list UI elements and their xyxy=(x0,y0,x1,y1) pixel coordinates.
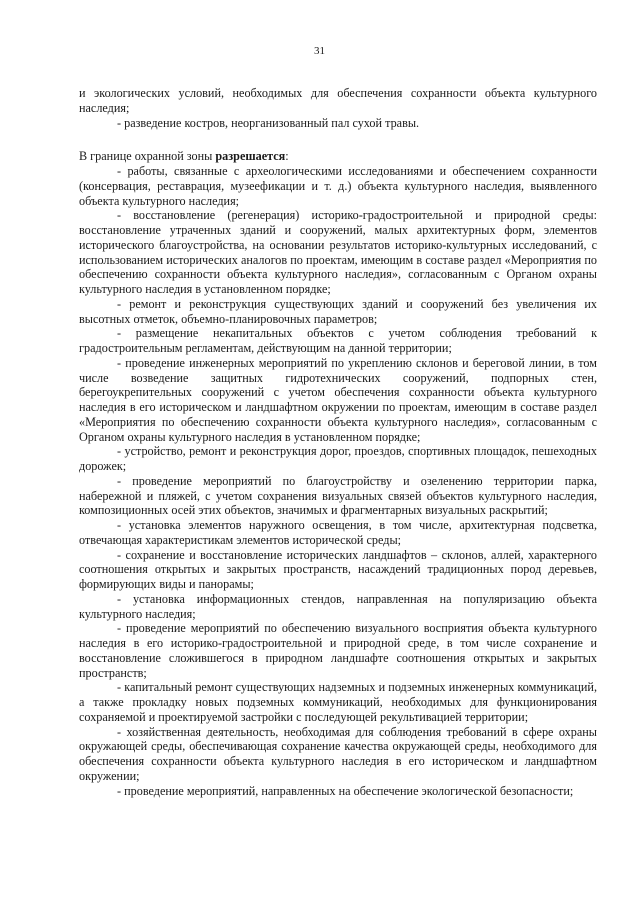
section-heading-lead: В границе охранной зоны xyxy=(79,149,216,164)
permitted-item: - ремонт и реконструкция существующих зданий и сооружений без увеличения их высотных отметок, объемно-планировочных параметров; xyxy=(79,296,597,326)
permitted-item: - проведение инженерных мероприятий по укреплению склонов и береговой линии, в том числе возведение защитных гидротехнических сооружений, подпорных стен, берегоукрепительных сооружений с учетом обеспечения сохранности объекта культурного наследия в его историческом и ландшафтном окружении по проектам, имеющим в составе раздел «Мероприятия по обеспечению сохранности объекта культурного наследия», согласованным с Органом охраны культурного наследия в установленном порядке; xyxy=(79,355,597,444)
document-body xyxy=(79,86,597,798)
section-heading-tail: : xyxy=(285,149,289,164)
permitted-item: - капитальный ремонт существующих надземных и подземных инженерных коммуникаций, а также прокладку новых подземных коммуникаций, необходимых для функционирования сохраняемой и проектируемой застройки с последующей рекультивацией территории; xyxy=(79,680,597,724)
permitted-item: - установка элементов наружного освещения, в том числе, архитектурная подсветка, отвечающая характеристикам элементов исторической среды; xyxy=(79,518,597,547)
permitted-item: - устройство, ремонт и реконструкция дорог, проездов, спортивных площадок, пешеходных дорожек; xyxy=(79,444,597,473)
permitted-item: - размещение некапитальных объектов с учетом соблюдения требований к градостроительным регламентам, действующим на данной территории; xyxy=(79,326,597,355)
permitted-item: - установка информационных стендов, направленная на популяризацию объекта культурного наследия; xyxy=(79,591,597,621)
permitted-item: - проведение мероприятий, направленных на обеспечение экологической безопасности; xyxy=(117,783,574,798)
continuation-paragraph: и экологических условий, необходимых для обеспечения сохранности объекта культурного наследия; xyxy=(79,86,597,115)
permitted-item: - проведение мероприятий по обеспечению визуального восприятия объекта культурного наследия в его историко-градостроительной и природной среде, в том числе сохранение и восстановление сложившегося в природном ландшафте соотношения открытых и закрытых пространств; xyxy=(79,621,597,680)
page-number: 31 xyxy=(314,45,325,57)
permitted-item: - работы, связанные с археологическими исследованиями и обеспечением сохранности (консервация, реставрация, музеефикации и т. д.) объекта культурного наследия, выявленного объекта культурного наследия; xyxy=(79,164,597,208)
prohibited-item-bonfires: - разведение костров, неорганизованный пал сухой травы. xyxy=(117,115,420,130)
section-spacer xyxy=(79,130,597,149)
section-heading-emphasis: разрешается xyxy=(215,149,286,164)
permitted-item: - сохранение и восстановление исторических ландшафтов – склонов, аллей, характерного соотношения открытых и закрытых пространств, насаждений традиционных пород деревьев, формирующих виды и панорамы; xyxy=(79,547,597,591)
section-heading xyxy=(79,149,597,164)
permitted-item: - проведение мероприятий по благоустройству и озеленению территории парка, набережной и пляжей, с учетом сохранения визуальных связей объектов культурного наследия, композиционных осей этих объектов, значимых и фрагментарных визуальных раскрытий; xyxy=(79,473,597,518)
permitted-item: - восстановление (регенерация) историко-градостроительной и природной среды: восстановление утраченных зданий и сооружений, малых архитектурных форм, элементов исторического благоустройства, на основании результатов историко-культурных исследований, с использованием исторических аналогов по проектам, имеющим в составе раздел «Мероприятия по обеспечению сохранности объекта культурного наследия», согласованным с Органом охраны культурного наследия в установленном порядке; xyxy=(79,208,597,296)
permitted-item: - хозяйственная деятельность, необходимая для соблюдения требований в сфере охраны окружающей среды, обеспечивающая сохранение качества окружающей среды, необходимого для обеспечения сохранности объекта культурного наследия в его историческом и ландшафтном окружении; xyxy=(79,724,597,783)
